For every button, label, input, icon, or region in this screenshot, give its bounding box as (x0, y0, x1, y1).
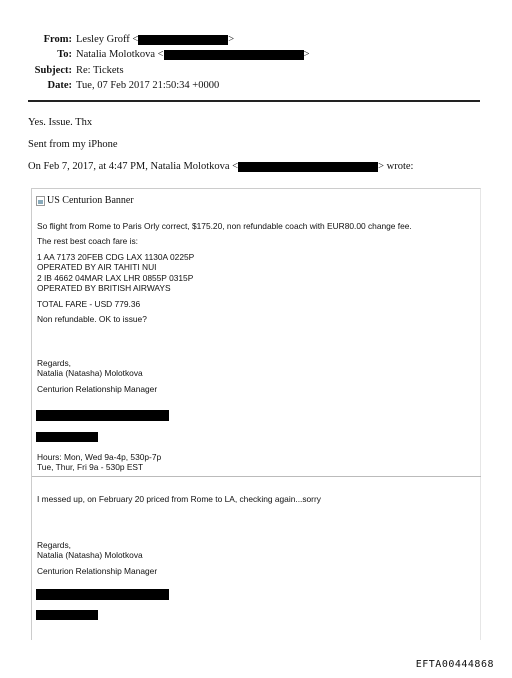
regards: Regards, (37, 540, 71, 550)
quoted-paragraph: So flight from Rome to Paris Orly correct, $175.20, non refundable coach with EUR80.00 change fee. (37, 221, 412, 231)
quote-separator (32, 476, 481, 477)
redaction-bar (138, 35, 228, 45)
total-fare: TOTAL FARE - USD 779.36 (37, 299, 141, 310)
redaction-bar (36, 432, 98, 442)
quoted-paragraph: The rest best coach fare is: (37, 236, 139, 247)
itinerary-line: OPERATED BY BRITISH AIRWAYS (37, 283, 171, 294)
quoted-text-top (37, 221, 412, 324)
itinerary-line: 2 IB 4662 04MAR LAX LHR 0855P 0315P (37, 272, 194, 283)
quoted-text-bottom (37, 494, 321, 504)
to-close: > (303, 49, 310, 61)
signature-line: Sent from my iPhone (28, 139, 118, 150)
reply-line: Yes. Issue. Thx (28, 117, 93, 128)
hours-line: Tue, Thur, Fri 9a - 530p EST (37, 462, 144, 473)
signer-title: Centurion Relationship Manager (37, 383, 158, 394)
redaction-bar (36, 610, 98, 620)
signature-block (37, 540, 157, 576)
date-row (0, 78, 512, 93)
quote-intro-line (28, 160, 413, 173)
email-header (0, 32, 512, 93)
reply-body (28, 116, 413, 173)
to-value: Natalia Molotkova < (76, 49, 164, 61)
signature-block (37, 358, 157, 394)
date-value: Tue, 07 Feb 2017 21:50:34 +0000 (76, 79, 220, 91)
redaction-bar (36, 410, 169, 421)
subject-label: Subject: (34, 64, 72, 76)
itinerary-line: 1 AA 7173 20FEB CDG LAX 1130A 0225P (37, 251, 195, 262)
quote-wrote: > wrote: (378, 161, 414, 172)
to-label: To: (57, 49, 72, 61)
redaction-bar (164, 50, 304, 60)
subject-row (0, 63, 512, 78)
quote-intro: On Feb 7, 2017, at 4:47 PM, Natalia Molotkova < (28, 161, 239, 172)
signer-name: Natalia (Natasha) Molotkova (37, 368, 143, 379)
banner-alt-text: US Centurion Banner (47, 195, 134, 206)
subject-value: Re: Tickets (76, 64, 124, 76)
signer-name: Natalia (Natasha) Molotkova (37, 550, 143, 561)
quoted-paragraph: I messed up, on February 20 priced from Rome to LA, checking again...sorry (37, 494, 321, 504)
from-row (0, 32, 512, 47)
from-value: Lesley Groff < (76, 34, 139, 45)
to-row (0, 47, 512, 62)
hours-line: Hours: Mon, Wed 9a-4p, 530p-7p (37, 452, 162, 462)
redaction-bar (238, 162, 378, 172)
date-label: Date: (47, 79, 72, 91)
hours-block (37, 452, 161, 473)
quoted-paragraph: Non refundable. OK to issue? (37, 313, 147, 324)
from-label: From: (43, 34, 72, 45)
regards: Regards, (37, 358, 71, 368)
redaction-bar (36, 589, 169, 600)
quoted-message (31, 188, 481, 640)
signer-title: Centurion Relationship Manager (37, 565, 158, 576)
broken-image-icon (36, 196, 45, 206)
itinerary-line: OPERATED BY AIR TAHITI NUI (37, 262, 157, 273)
banner-image (36, 195, 134, 206)
header-divider (28, 100, 480, 102)
from-close: > (228, 34, 235, 45)
document-id: EFTA00444868 (415, 659, 494, 670)
